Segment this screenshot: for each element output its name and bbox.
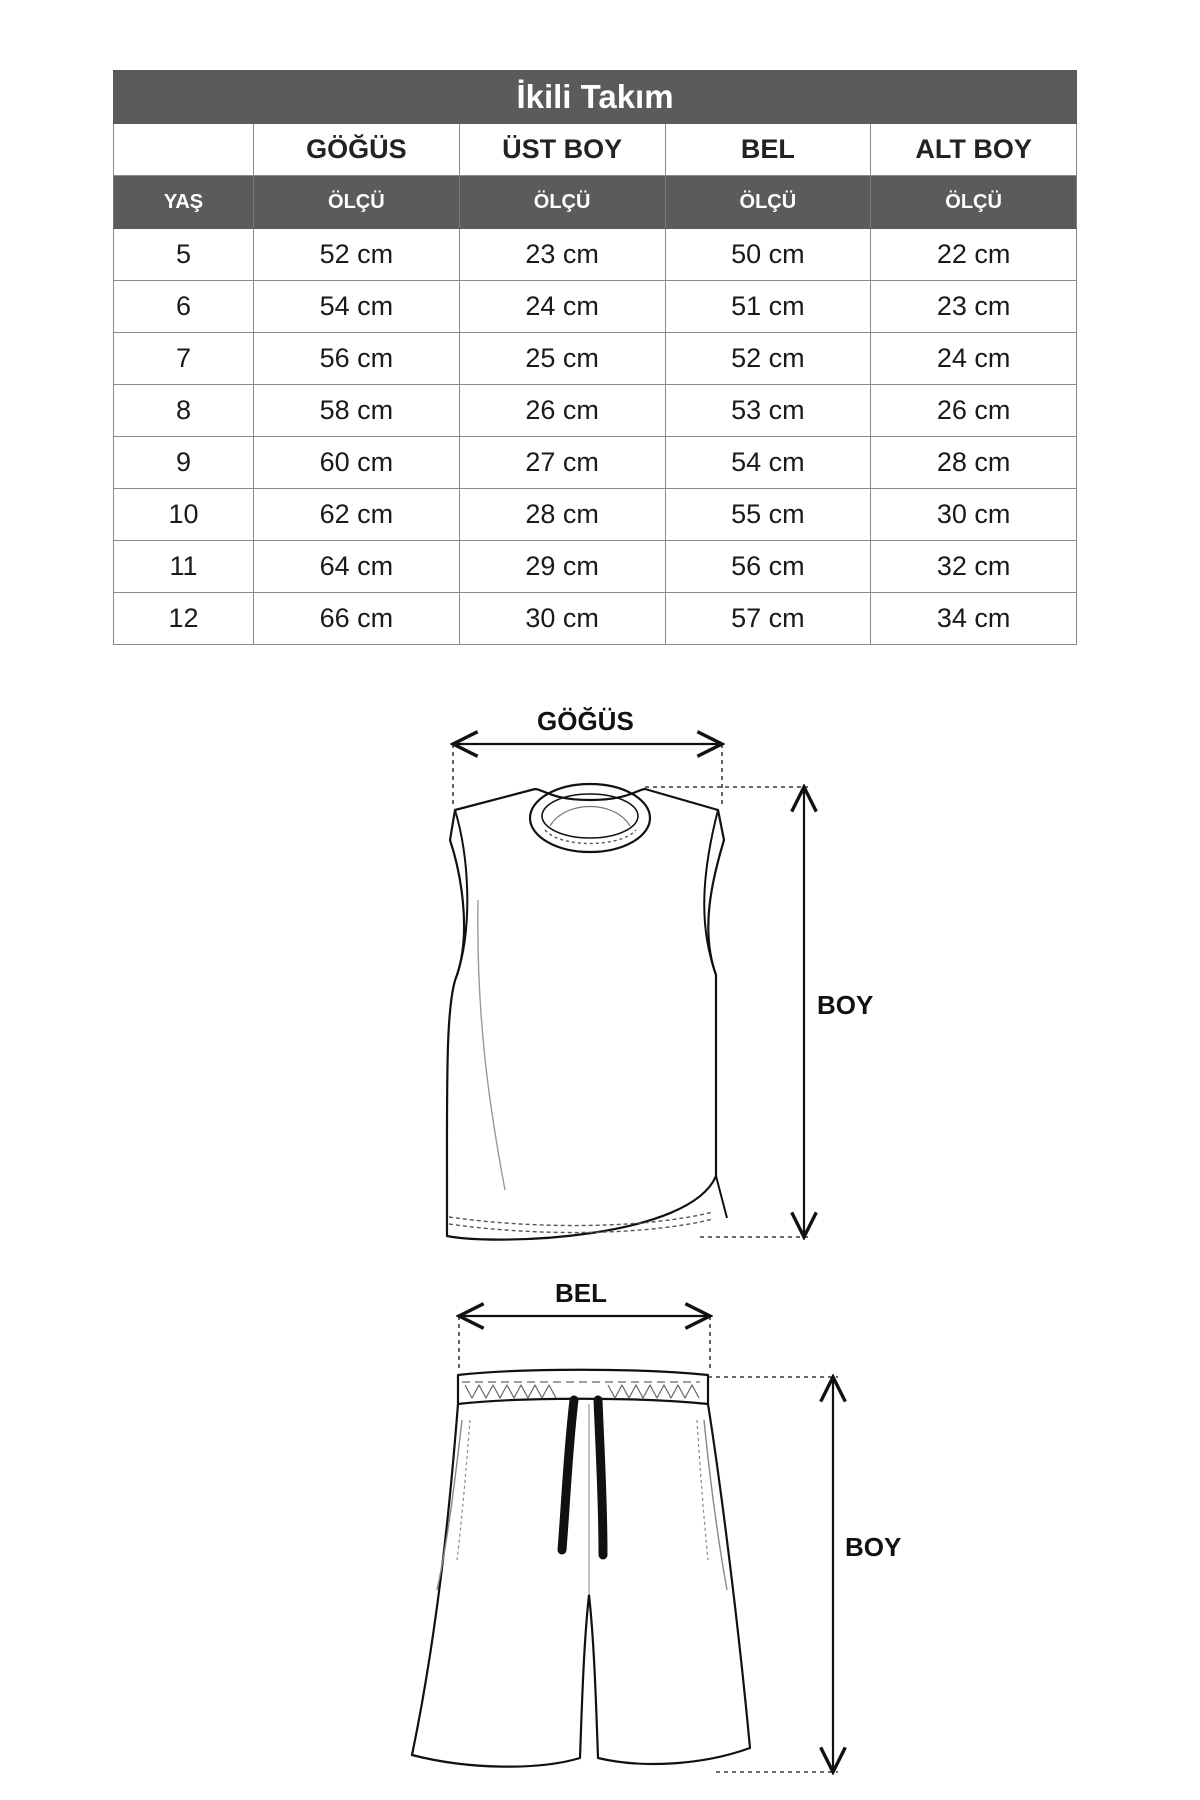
table-cell: 5: [114, 229, 254, 281]
table-cell: 28 cm: [871, 437, 1077, 489]
table-cell: 23 cm: [871, 281, 1077, 333]
table-cell: 34 cm: [871, 593, 1077, 645]
table-cell: 60 cm: [254, 437, 460, 489]
table-cell: 27 cm: [459, 437, 665, 489]
table-cell: 26 cm: [459, 385, 665, 437]
table-cell: 10: [114, 489, 254, 541]
bottom-length-label: BOY: [845, 1532, 902, 1562]
table-cell: 58 cm: [254, 385, 460, 437]
table-cell: 62 cm: [254, 489, 460, 541]
column-header: BEL: [665, 124, 871, 176]
column-header-row: [114, 124, 1077, 176]
table-cell: 7: [114, 333, 254, 385]
subheader-row: [114, 176, 1077, 229]
table-cell: 9: [114, 437, 254, 489]
table-cell: 56 cm: [665, 541, 871, 593]
waist-label: BEL: [555, 1278, 607, 1308]
subheader-cell: ÖLÇÜ: [665, 176, 871, 229]
table-cell: 24 cm: [459, 281, 665, 333]
table-row: [114, 281, 1077, 333]
table-cell: 54 cm: [254, 281, 460, 333]
bottom-length-dimension: [708, 1377, 838, 1772]
table-row: [114, 541, 1077, 593]
table-row: [114, 229, 1077, 281]
table-cell: 25 cm: [459, 333, 665, 385]
table-cell: 8: [114, 385, 254, 437]
table-title-row: [114, 71, 1077, 124]
table-cell: 22 cm: [871, 229, 1077, 281]
tank-top-illustration: [447, 784, 727, 1240]
table-cell: 32 cm: [871, 541, 1077, 593]
table-cell: 24 cm: [871, 333, 1077, 385]
table-cell: 29 cm: [459, 541, 665, 593]
table-row: [114, 437, 1077, 489]
table-row: [114, 593, 1077, 645]
table-row: [114, 489, 1077, 541]
table-cell: 11: [114, 541, 254, 593]
table-cell: 30 cm: [459, 593, 665, 645]
subheader-cell: YAŞ: [114, 176, 254, 229]
table-cell: 56 cm: [254, 333, 460, 385]
table-cell: 52 cm: [254, 229, 460, 281]
top-length-dimension: [645, 787, 808, 1237]
table-cell: 50 cm: [665, 229, 871, 281]
table-cell: 66 cm: [254, 593, 460, 645]
table-cell: 28 cm: [459, 489, 665, 541]
shorts-illustration: [412, 1370, 750, 1767]
table-row: [114, 333, 1077, 385]
table-cell: 57 cm: [665, 593, 871, 645]
top-length-label: BOY: [817, 990, 874, 1020]
table-row: [114, 385, 1077, 437]
subheader-cell: ÖLÇÜ: [254, 176, 460, 229]
table-cell: 23 cm: [459, 229, 665, 281]
table-cell: 53 cm: [665, 385, 871, 437]
chest-dimension: [453, 744, 722, 808]
column-header: [114, 124, 254, 176]
column-header: GÖĞÜS: [254, 124, 460, 176]
table-cell: 26 cm: [871, 385, 1077, 437]
table-title: İkili Takım: [114, 71, 1077, 124]
size-table: [113, 70, 1077, 645]
table-cell: 30 cm: [871, 489, 1077, 541]
table-cell: 6: [114, 281, 254, 333]
chest-label: GÖĞÜS: [537, 706, 634, 736]
table-cell: 12: [114, 593, 254, 645]
table-cell: 51 cm: [665, 281, 871, 333]
table-cell: 55 cm: [665, 489, 871, 541]
column-header: ÜST BOY: [459, 124, 665, 176]
subheader-cell: ÖLÇÜ: [871, 176, 1077, 229]
table-cell: 52 cm: [665, 333, 871, 385]
subheader-cell: ÖLÇÜ: [459, 176, 665, 229]
column-header: ALT BOY: [871, 124, 1077, 176]
waist-dimension: [459, 1316, 710, 1372]
table-cell: 54 cm: [665, 437, 871, 489]
table-cell: 64 cm: [254, 541, 460, 593]
